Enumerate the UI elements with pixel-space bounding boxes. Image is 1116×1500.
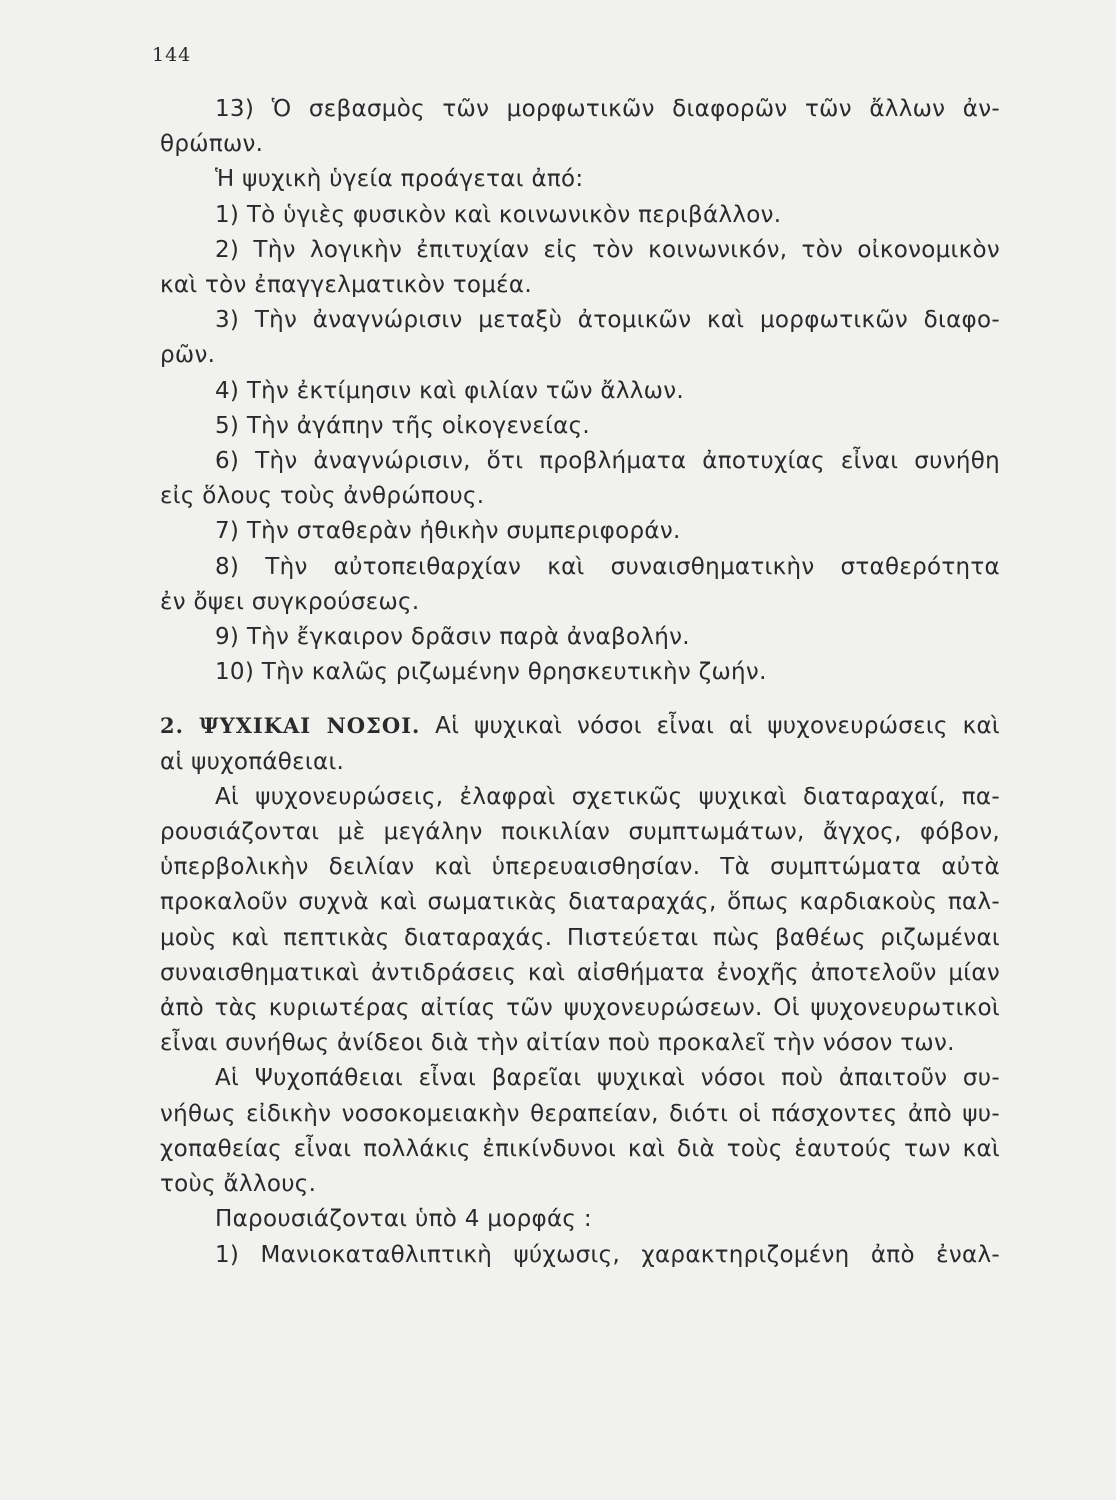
form-item-1: 1) Μανιοκαταθλιπτικὴ ψύχωσις, χαρακτηριζομένη ἀπὸ ἐναλ-	[215, 1241, 1000, 1268]
forms-intro: Παρουσιάζονται ὑπὸ 4 μορφάς :	[215, 1206, 592, 1233]
para1-line: Αἱ ψυχονευρώσεις, ἐλαφραὶ σχετικῶς ψυχικαὶ διαταραχαί, πα-	[215, 783, 1000, 810]
para1-line: ἀπὸ τὰς κυριωτέρας αἰτίας τῶν ψυχονευρώσεων. Οἱ ψυχονευρωτικοὶ	[160, 995, 1000, 1022]
para2-line: νήθως εἰδικὴν νοσοκομειακὴν θεραπείαν, διότι οἱ πάσχοντες ἀπὸ ψυ-	[160, 1100, 1000, 1127]
list-item-9: 9) Τὴν ἔγκαιρον δρᾶσιν παρὰ ἀναβολήν.	[215, 624, 690, 651]
section-line-2: αἱ ψυχοπάθειαι.	[160, 748, 345, 775]
list-item-10: 10) Τὴν καλῶς ριζωμένην θρησκευτικὴν ζωήν.	[215, 659, 767, 686]
list-item-2-line1: 2) Τὴν λογικὴν ἐπιτυχίαν εἰς τὸν κοινωνικόν, τὸν οἰκονομικὸν	[215, 236, 1000, 263]
list-intro: Ἡ ψυχικὴ ὑγεία προάγεται ἀπό:	[215, 166, 584, 193]
para2-line: τοὺς ἄλλους.	[160, 1171, 317, 1198]
para1-line: ὑπερβολικὴν δειλίαν καὶ ὑπερευαισθησίαν. Τὰ συμπτώματα αὐτὰ	[160, 854, 1000, 881]
list-item-13-line1: 13) Ὁ σεβασμὸς τῶν μορφωτικῶν διαφορῶν τῶν ἄλλων ἀν-	[215, 96, 1000, 122]
para2-line: χοπαθείας εἶναι πολλάκις ἐπικίνδυνοι καὶ διὰ τοὺς ἑαυτούς των καὶ	[160, 1135, 1000, 1162]
section-heading: 2. ΨΥΧΙΚΑΙ ΝΟΣΟΙ.	[160, 713, 421, 739]
list-item-3-line2: ρῶν.	[160, 342, 216, 369]
page-body	[160, 92, 1000, 1273]
list-item-8-line1: 8) Τὴν αὐτοπειθαρχίαν καὶ συναισθηματικὴν σταθερότητα	[215, 553, 1000, 580]
list-item-4: 4) Τὴν ἐκτίμησιν καὶ φιλίαν τῶν ἄλλων.	[215, 377, 684, 404]
para1-line: προκαλοῦν συχνὰ καὶ σωματικὰς διαταραχάς, ὅπως καρδιακοὺς παλ-	[160, 889, 1000, 916]
list-item-13-line2: θρώπων.	[160, 131, 264, 158]
page-number: 144	[152, 44, 192, 66]
para1-line: μοὺς καὶ πεπτικὰς διαταραχάς. Πιστεύεται πὼς βαθέως ριζωμέναι	[160, 924, 1000, 951]
section-line-1	[160, 708, 1000, 744]
list-item-3-line1: 3) Τὴν ἀναγνώρισιν μεταξὺ ἀτομικῶν καὶ μορφωτικῶν διαφο-	[215, 307, 1000, 334]
para1-line: εἶναι συνήθως ἀνίδεοι διὰ τὴν αἰτίαν ποὺ προκαλεῖ τὴν νόσον των.	[160, 1030, 955, 1057]
para2-line: Αἱ Ψυχοπάθειαι εἶναι βαρεῖαι ψυχικαὶ νόσοι ποὺ ἀπαιτοῦν συ-	[215, 1065, 1000, 1092]
list-item-1: 1) Τὸ ὑγιὲς φυσικὸν καὶ κοινωνικὸν περιβάλλον.	[215, 201, 782, 228]
list-item-7: 7) Τὴν σταθερὰν ἠθικὴν συμπεριφοράν.	[215, 518, 681, 545]
section-intro-text: Αἱ ψυχικαὶ νόσοι εἶναι αἱ ψυχονευρώσεις καὶ	[435, 713, 1000, 740]
para1-line: συναισθηματικαὶ ἀντιδράσεις καὶ αἰσθήματα ἐνοχῆς ἀποτελοῦν μίαν	[160, 959, 1000, 986]
list-item-2-line2: καὶ τὸν ἐπαγγελματικὸν τομέα.	[160, 272, 532, 299]
list-item-6-line2: εἰς ὅλους τοὺς ἀνθρώπους.	[160, 483, 485, 510]
list-item-5: 5) Τὴν ἀγάπην τῆς οἰκογενείας.	[215, 412, 591, 439]
list-item-8-line2: ἐν ὄψει συγκρούσεως.	[160, 588, 420, 615]
para1-line: ρουσιάζονται μὲ μεγάλην ποικιλίαν συμπτωμάτων, ἄγχος, φόβον,	[160, 819, 1000, 846]
list-item-6-line1: 6) Τὴν ἀναγνώρισιν, ὅτι προβλήματα ἀποτυχίας εἶναι συνήθη	[215, 448, 1000, 475]
